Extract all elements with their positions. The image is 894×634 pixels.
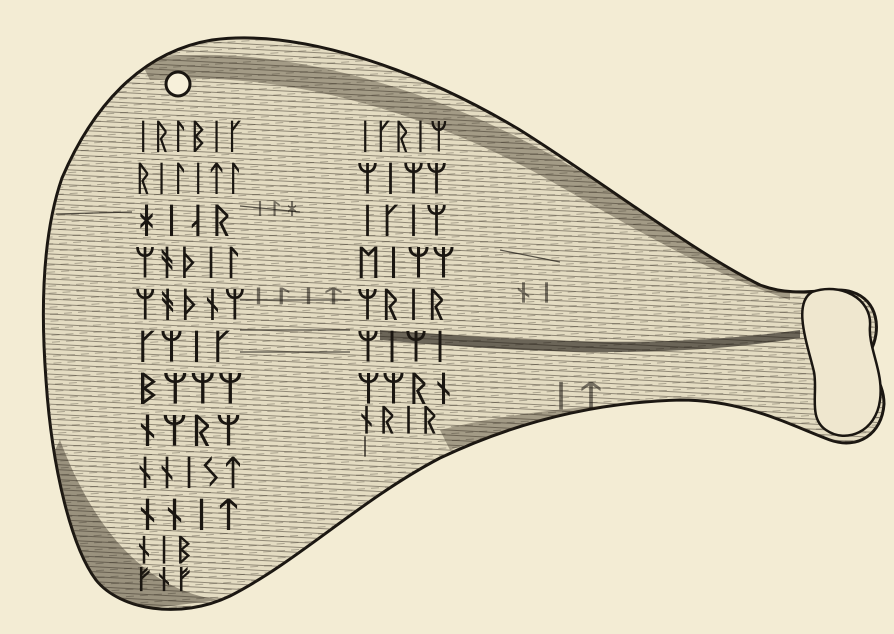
rune-line: ᛁ [360, 435, 370, 460]
rune-line: ᚾᛁᛒ [134, 533, 194, 568]
faint-rune: ᛁᛚᚼ [252, 199, 300, 218]
rune-line: ᛁᚴᚱᛁᛘ [356, 117, 448, 157]
rune-line: ᚾᚱᛁᚱ [356, 403, 440, 438]
rune-line: ᚾᚾᛁᛏ [134, 495, 242, 535]
faint-rune: ᛁᛚᛁᛏ [246, 286, 346, 307]
rune-line: ᛘᚱᛁᚱ [356, 285, 448, 325]
faint-rune: ᛁᛏ [546, 379, 606, 414]
rune-line: ᚾᚾᛁᛊᛏ [134, 453, 244, 493]
rune-line: ᛘᚬᚦᛁᛚ [134, 243, 244, 283]
rune-column-left [134, 117, 246, 595]
rune-line: ᛒᛘᛘᛘ [134, 369, 244, 409]
rune-line: ᛁᚱᛚᛒᛁᚴ [134, 117, 244, 157]
rune-line: ᚴᛘᛁᚴ [134, 327, 234, 367]
rune-line: ᚼᛁᛆᚱ [134, 201, 234, 241]
faint-rune: ᚾᛁ [512, 281, 558, 306]
rune-line: ᛖᛁᛘᛘ [356, 243, 456, 283]
rune-line: ᚠᚾᚠ [134, 565, 194, 595]
rune-line: ᚱᛁᛚᛁᛏᛚ [134, 159, 244, 199]
rune-line: ᚾᛘᚱᛘ [134, 411, 242, 451]
rune-line: ᛁᚴᛁᛘ [356, 201, 448, 241]
rune-line: ᛘᛁᛘᛘ [356, 159, 448, 199]
rune-column-right [356, 117, 456, 460]
rune-line: ᛘᚬᚦᚾᛘ [134, 285, 246, 325]
rune-line: ᛘᛘᚱᚾ [356, 369, 456, 409]
rune-line: ᛘᛁᛘᛁ [356, 327, 452, 367]
suspension-hole [166, 72, 190, 96]
